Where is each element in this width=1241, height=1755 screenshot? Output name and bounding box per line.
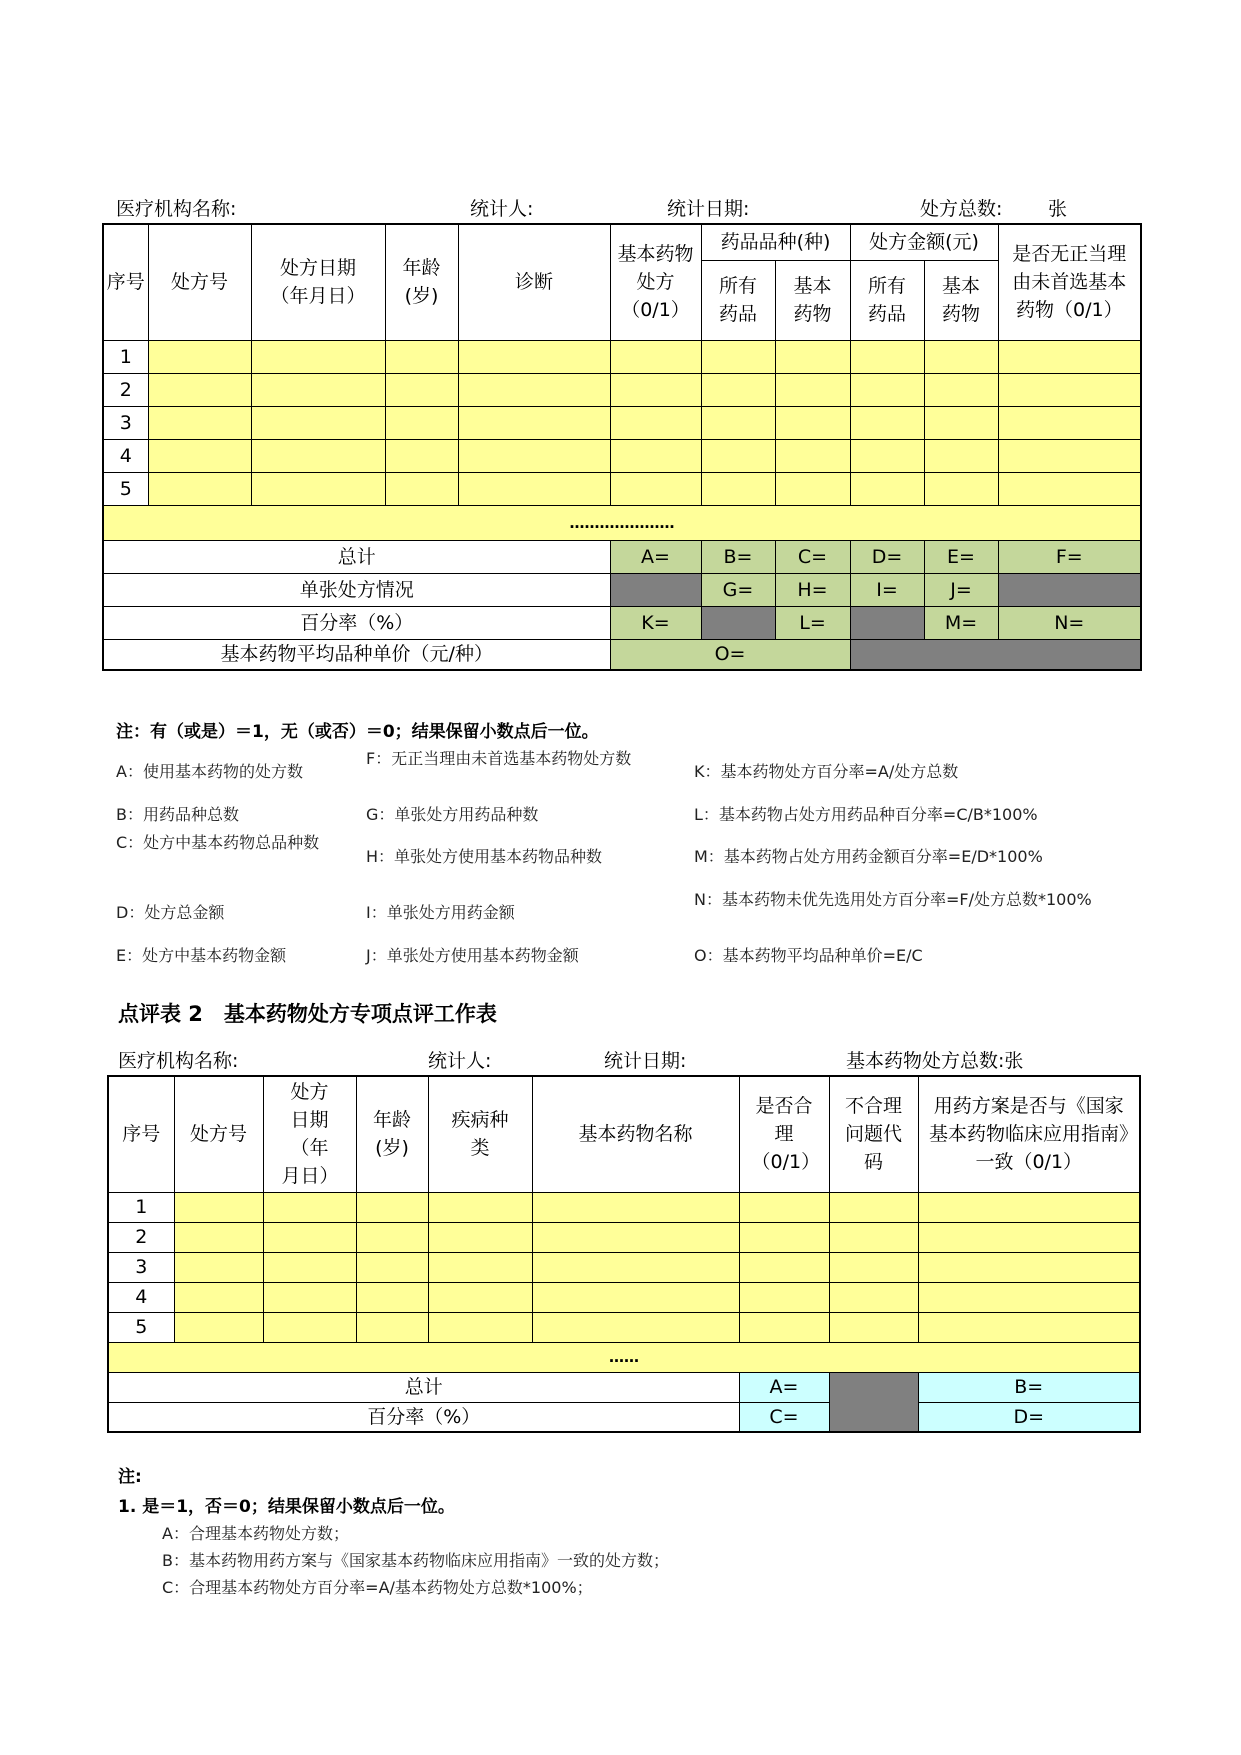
cell[interactable] (148, 373, 251, 406)
note-N: N：基本药物未优先选用处方百分率=F/处方总数*100% (694, 890, 1092, 909)
col-guide-consistent: 用药方案是否与《国家基本药物临床应用指南》一致（0/1） (918, 1076, 1140, 1192)
cell[interactable] (850, 373, 924, 406)
cell[interactable] (924, 406, 998, 439)
cell[interactable] (829, 1312, 918, 1342)
institution-label: 医疗机构名称: (116, 198, 237, 220)
cell[interactable] (356, 1222, 428, 1252)
note-K: K：基本药物处方百分率=A/处方总数 (694, 762, 959, 781)
cell[interactable] (739, 1222, 829, 1252)
cell[interactable] (428, 1252, 532, 1282)
cell-H: H= (775, 573, 850, 606)
row-seq: 1 (108, 1192, 174, 1222)
cell[interactable] (458, 406, 610, 439)
note-D: D：处方总金额 (116, 903, 225, 922)
cell[interactable] (428, 1282, 532, 1312)
shaded-cell (850, 639, 1141, 670)
cell-M: M= (924, 606, 998, 639)
cell[interactable] (918, 1222, 1140, 1252)
table-row (108, 1222, 1140, 1252)
cell[interactable] (174, 1222, 263, 1252)
cell[interactable] (998, 406, 1141, 439)
cell-N: N= (998, 606, 1141, 639)
row-seq: 4 (108, 1282, 174, 1312)
cell[interactable] (148, 406, 251, 439)
cell[interactable] (251, 472, 385, 505)
cell[interactable] (532, 1252, 739, 1282)
shaded-cell (829, 1372, 918, 1432)
table-row (108, 1192, 1140, 1222)
cell[interactable] (458, 340, 610, 373)
cell[interactable] (775, 406, 850, 439)
cell[interactable] (428, 1192, 532, 1222)
cell[interactable] (428, 1312, 532, 1342)
cell[interactable] (532, 1192, 739, 1222)
cell-E: E= (924, 540, 998, 573)
cell[interactable] (251, 406, 385, 439)
single-rx-label: 单张处方情况 (103, 573, 610, 606)
notes2-line1: 1. 是＝1，否＝0；结果保留小数点后一位。 (118, 1497, 455, 1517)
cell[interactable] (610, 406, 701, 439)
statistician-label: 统计人: (470, 198, 534, 220)
cell-A-2: A= (739, 1372, 829, 1402)
table-row (108, 1252, 1140, 1282)
shaded-cell (610, 573, 701, 606)
row-seq: 2 (103, 373, 148, 406)
shaded-cell (998, 573, 1141, 606)
cell-F: F= (998, 540, 1141, 573)
cell[interactable] (174, 1312, 263, 1342)
cell[interactable] (924, 439, 998, 472)
row-seq: 4 (103, 439, 148, 472)
cell[interactable] (458, 472, 610, 505)
col-drug-name: 基本药物名称 (532, 1076, 739, 1192)
essential-drug-review-table (107, 1075, 1141, 1433)
cell-B: B= (701, 540, 775, 573)
cell-G: G= (701, 573, 775, 606)
cell[interactable] (174, 1282, 263, 1312)
table-row (103, 373, 1141, 406)
note-E: E：处方中基本药物金额 (116, 946, 287, 965)
rx-total-unit: 张 (1048, 198, 1068, 220)
cell[interactable] (174, 1192, 263, 1222)
cell-L: L= (775, 606, 850, 639)
col-variety-essential: 基本药物 (775, 260, 850, 340)
col-rx-no-2: 处方号 (174, 1076, 263, 1192)
col-diagnosis: 诊断 (458, 224, 610, 340)
cell[interactable] (148, 472, 251, 505)
note-G: G：单张处方用药品种数 (366, 805, 539, 824)
cell[interactable] (998, 373, 1141, 406)
cell[interactable] (610, 373, 701, 406)
cell[interactable] (701, 439, 775, 472)
row-seq: 2 (108, 1222, 174, 1252)
cell[interactable] (148, 340, 251, 373)
cell-A: A= (610, 540, 701, 573)
cell[interactable] (829, 1222, 918, 1252)
cell-D-2: D= (918, 1402, 1140, 1432)
cell[interactable] (428, 1222, 532, 1252)
table-row (103, 340, 1141, 373)
cell[interactable] (739, 1282, 829, 1312)
col-rx-date-2: 处方日期（年月日） (263, 1076, 356, 1192)
cell[interactable] (532, 1282, 739, 1312)
cell[interactable] (739, 1192, 829, 1222)
notes2-head: 注: (118, 1467, 142, 1487)
cell[interactable] (356, 1252, 428, 1282)
statistician-label-2: 统计人: (428, 1050, 492, 1072)
cell[interactable] (385, 406, 458, 439)
cell[interactable] (263, 1222, 356, 1252)
note-C: C：处方中基本药物总品种数 (116, 833, 320, 852)
row-seq: 3 (108, 1252, 174, 1282)
table-row (103, 439, 1141, 472)
note-J: J：单张处方使用基本药物金额 (366, 946, 579, 965)
cell-B-2: B= (918, 1372, 1140, 1402)
row-seq: 1 (103, 340, 148, 373)
cell[interactable] (829, 1252, 918, 1282)
cell[interactable] (458, 439, 610, 472)
cell[interactable] (251, 340, 385, 373)
cell[interactable] (263, 1192, 356, 1222)
col-problem-code: 不合理问题代码 (829, 1076, 918, 1192)
cell[interactable] (775, 472, 850, 505)
cell[interactable] (532, 1222, 739, 1252)
notes2-C: C：合理基本药物处方百分率=A/基本药物处方总数*100%； (162, 1578, 593, 1597)
note-L: L：基本药物占处方用药品种百分率=C/B*100% (694, 805, 1038, 824)
institution-label-2: 医疗机构名称: (118, 1050, 239, 1072)
col-rx-no: 处方号 (148, 224, 251, 340)
cell[interactable] (924, 340, 998, 373)
col-rx-date: 处方日期（年月日） (251, 224, 385, 340)
note-A: A：使用基本药物的处方数 (116, 762, 303, 781)
table-row (103, 406, 1141, 439)
col-age-2: 年龄(岁) (356, 1076, 428, 1192)
notes1-head: 注：有（或是）＝1，无（或否）＝0；结果保留小数点后一位。 (116, 722, 599, 742)
row-seq: 5 (103, 472, 148, 505)
table-row (108, 1312, 1140, 1342)
cell[interactable] (701, 406, 775, 439)
cell[interactable] (850, 340, 924, 373)
cell-J: J= (924, 573, 998, 606)
table2-title: 点评表 2 基本药物处方专项点评工作表 (118, 1002, 497, 1026)
col-seq-2: 序号 (108, 1076, 174, 1192)
note-M: M：基本药物占处方用药金额百分率=E/D*100% (694, 847, 1043, 866)
cell[interactable] (263, 1252, 356, 1282)
total-label-2: 总计 (108, 1372, 739, 1402)
cell[interactable] (918, 1282, 1140, 1312)
total-label: 总计 (103, 540, 610, 573)
cell[interactable] (385, 373, 458, 406)
cell[interactable] (775, 340, 850, 373)
cell[interactable] (850, 472, 924, 505)
cell[interactable] (356, 1192, 428, 1222)
cell[interactable] (701, 340, 775, 373)
cell[interactable] (829, 1282, 918, 1312)
notes2-A: A：合理基本药物处方数； (162, 1524, 349, 1543)
col-variety-group: 药品品种(种) (701, 224, 850, 260)
col-age: 年龄(岁) (385, 224, 458, 340)
percent-label-2: 百分率（%） (108, 1402, 739, 1432)
table-row (108, 1282, 1140, 1312)
cell[interactable] (263, 1282, 356, 1312)
cell[interactable] (998, 439, 1141, 472)
cell[interactable] (385, 439, 458, 472)
cell[interactable] (174, 1252, 263, 1282)
col-essential-rx: 基本药物处方（0/1） (610, 224, 701, 340)
cell[interactable] (918, 1192, 1140, 1222)
col-disease: 疾病种类 (428, 1076, 532, 1192)
cell[interactable] (385, 340, 458, 373)
col-reason: 是否无正当理由未首选基本药物（0/1） (998, 224, 1141, 340)
cell-C-2: C= (739, 1402, 829, 1432)
col-reasonable: 是否合理（0/1） (739, 1076, 829, 1192)
cell[interactable] (701, 472, 775, 505)
cell-O: O= (610, 639, 850, 670)
avg-price-label: 基本药物平均品种单价（元/种） (103, 639, 610, 670)
stat-date-label: 统计日期: (667, 198, 750, 220)
essential-rx-total-label: 基本药物处方总数:张 (846, 1050, 1024, 1072)
col-amount-group: 处方金额(元) (850, 224, 998, 260)
cell[interactable] (610, 439, 701, 472)
cell[interactable] (701, 373, 775, 406)
cell[interactable] (148, 439, 251, 472)
stat-date-label-2: 统计日期: (604, 1050, 687, 1072)
cell-I: I= (850, 573, 924, 606)
col-seq: 序号 (103, 224, 148, 340)
cell[interactable] (924, 472, 998, 505)
cell[interactable] (998, 340, 1141, 373)
percent-label: 百分率（%） (103, 606, 610, 639)
row-seq: 5 (108, 1312, 174, 1342)
note-O: O：基本药物平均品种单价=E/C (694, 946, 923, 965)
cell[interactable] (775, 373, 850, 406)
cell[interactable] (263, 1312, 356, 1342)
note-B: B：用药品种总数 (116, 805, 239, 824)
cell[interactable] (998, 472, 1141, 505)
shaded-cell (850, 606, 924, 639)
cell[interactable] (850, 406, 924, 439)
table-row (103, 472, 1141, 505)
cell[interactable] (356, 1282, 428, 1312)
note-H: H：单张处方使用基本药物品种数 (366, 847, 603, 866)
col-amount-essential: 基本药物 (924, 260, 998, 340)
cell[interactable] (356, 1312, 428, 1342)
cell[interactable] (829, 1192, 918, 1222)
cell[interactable] (251, 439, 385, 472)
cell[interactable] (739, 1312, 829, 1342)
cell[interactable] (610, 472, 701, 505)
cell[interactable] (918, 1312, 1140, 1342)
cell[interactable] (918, 1252, 1140, 1282)
col-variety-all: 所有药品 (701, 260, 775, 340)
cell-C: C= (775, 540, 850, 573)
ellipsis-row-2: …… (108, 1342, 1140, 1372)
note-F: F：无正当理由未首选基本药物处方数 (366, 749, 632, 768)
cell[interactable] (251, 373, 385, 406)
note-I: I：单张处方用药金额 (366, 903, 515, 922)
cell[interactable] (385, 472, 458, 505)
cell[interactable] (532, 1312, 739, 1342)
rx-total-label: 处方总数: (920, 198, 1003, 220)
cell-D: D= (850, 540, 924, 573)
notes2-B: B：基本药物用药方案与《国家基本药物临床应用指南》一致的处方数； (162, 1551, 669, 1570)
cell[interactable] (775, 439, 850, 472)
cell[interactable] (610, 340, 701, 373)
cell[interactable] (458, 373, 610, 406)
shaded-cell (701, 606, 775, 639)
ellipsis-row: ………………… (103, 505, 1141, 540)
row-seq: 3 (103, 406, 148, 439)
prescription-statistics-table (102, 223, 1142, 671)
cell[interactable] (850, 439, 924, 472)
cell[interactable] (739, 1252, 829, 1282)
col-amount-all: 所有药品 (850, 260, 924, 340)
cell-K: K= (610, 606, 701, 639)
cell[interactable] (924, 373, 998, 406)
